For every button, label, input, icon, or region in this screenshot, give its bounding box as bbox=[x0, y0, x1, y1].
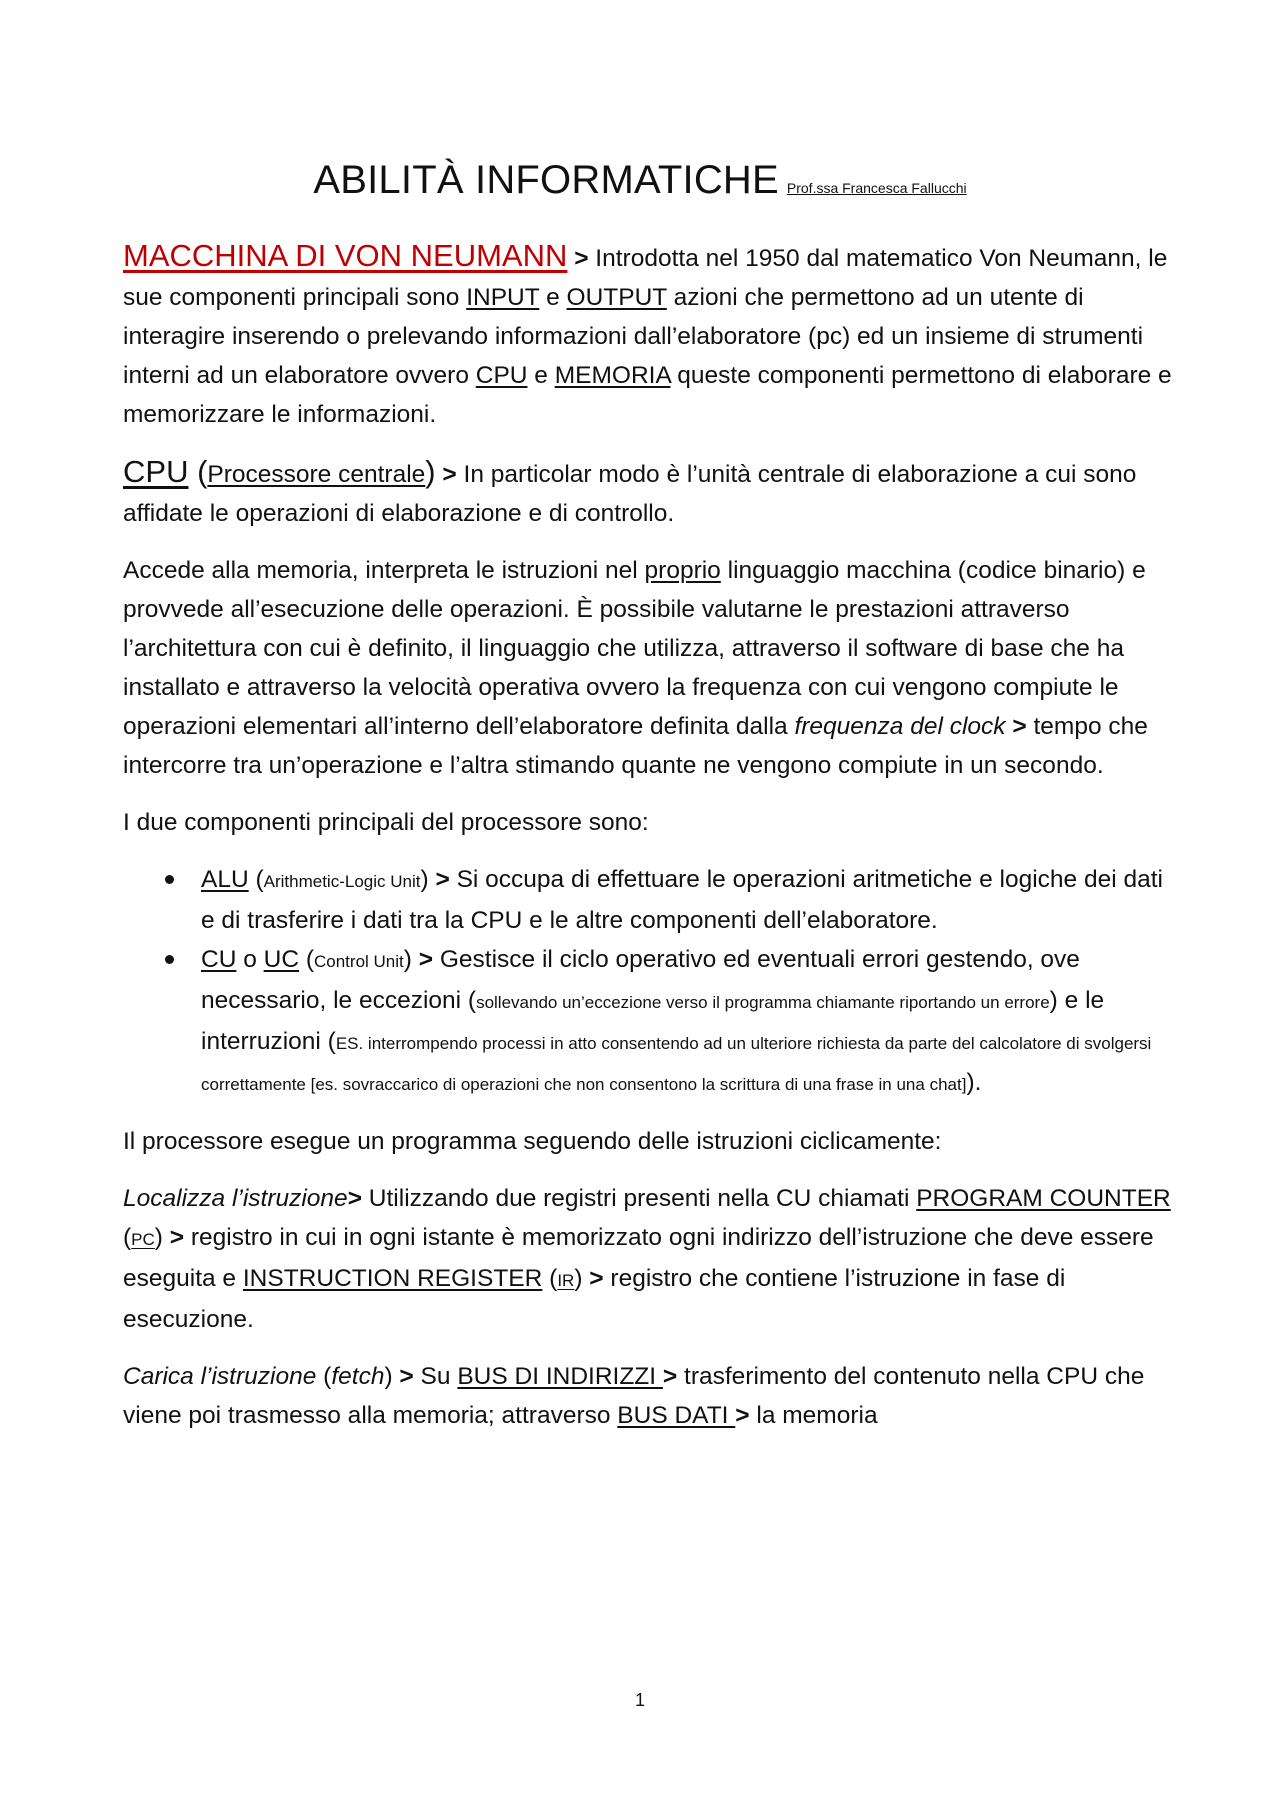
term-ir: IR bbox=[557, 1271, 575, 1290]
title-row bbox=[0, 158, 1280, 203]
term-proprio: proprio bbox=[644, 557, 721, 584]
term-memoria: MEMORIA bbox=[554, 362, 671, 389]
page-number: 1 bbox=[634, 1690, 645, 1710]
term-output: OUTPUT bbox=[566, 284, 667, 311]
term-uc: UC bbox=[263, 946, 300, 973]
term-instruction-register: INSTRUCTION REGISTER bbox=[242, 1265, 543, 1292]
list-item-cu: CU o UC (Control Unit) > Gestisce il ciclo operativo ed eventuali errori gestendo, ove necessario, le eccezioni (sollevando un’eccezione verso il programma chiamante riportando un errore) e le interruzioni (ES. interrompendo processi in atto consentendo ad un ulteriore richiesta da parte del calcolatore di svolgersi correttamente [es. sovraccarico di operazioni che non consentono la scrittura di una frase in una chat]). bbox=[123, 940, 1183, 1104]
term-localizza: Localizza l’istruzione bbox=[123, 1185, 348, 1212]
paragraph-carica: Carica l’istruzione (fetch) > Su BUS DI INDIRIZZI > trasferimento del contenuto nella CPU che viene poi trasmesso alla memoria; attraverso BUS DATI > la memoria bbox=[123, 1363, 1145, 1429]
page-title: ABILITÀ INFORMATICHE bbox=[313, 158, 779, 202]
paragraph-cpu: CPU (Processore centrale) > In particolar modo è l’unità centrale di elaborazione a cui sono affidate le operazioni di elaborazione e di controllo. bbox=[123, 454, 1137, 527]
term-bus-dati: BUS DATI bbox=[617, 1402, 736, 1429]
list-item-alu: ALU (Arithmetic-Logic Unit) > Si occupa di effettuare le operazioni aritmetiche e logiche dei dati e di trasferire i dati tra la CPU e le altre componenti dell’elaboratore. bbox=[123, 860, 1183, 940]
term-fetch: fetch bbox=[331, 1363, 385, 1390]
term-frequenza-clock: frequenza del clock bbox=[794, 713, 1006, 740]
term-bus-indirizzi: BUS DI INDIRIZZI bbox=[457, 1363, 663, 1390]
author-name: Prof.ssa Francesca Fallucchi bbox=[786, 180, 967, 196]
term-processore-centrale: Processore centrale bbox=[207, 461, 426, 488]
term-input: INPUT bbox=[466, 284, 540, 311]
components-list bbox=[123, 860, 1183, 1104]
term-cpu: CPU bbox=[475, 362, 528, 389]
paragraph-von-neumann: MACCHINA DI VON NEUMANN > Introdotta nel 1950 dal matematico Von Neumann, le sue componenti principali sono INPUT e OUTPUT azioni che permettono ad un utente di interagire inserendo o prelevando informazioni dall’elaboratore (pc) ed un insieme di strumenti interni ad un elaboratore ovvero CPU e MEMORIA queste componenti permettono di elaborare e memorizzare le informazioni. bbox=[123, 238, 1172, 428]
bullet-dot-icon bbox=[165, 955, 174, 964]
term-pc: PC bbox=[131, 1230, 155, 1249]
heading-cpu: CPU bbox=[123, 454, 189, 489]
term-carica: Carica l’istruzione bbox=[123, 1363, 317, 1390]
paragraph-cycle: Il processore esegue un programma seguendo delle istruzioni ciclicamente: bbox=[123, 1128, 942, 1155]
term-alu: ALU bbox=[201, 866, 249, 893]
term-cu: CU bbox=[201, 946, 237, 973]
bullet-dot-icon bbox=[165, 875, 174, 884]
paragraph-access: Accede alla memoria, interpreta le istruzioni nel proprio linguaggio macchina (codice binario) e provvede all’esecuzione delle operazioni. È possibile valutarne le prestazioni attraverso l’architettura con cui è definito, il linguaggio che utilizza, attraverso il software di base che ha installato e attraverso la velocità operativa ovvero la frequenza con cui vengono compiute le operazioni elementari all’interno dell’elaboratore definita dalla frequenza del clock > tempo che intercorre tra un’operazione e l’altra stimando quante ne vengono compiute in un secondo. bbox=[123, 557, 1148, 779]
document-body bbox=[123, 236, 1183, 1453]
term-program-counter: PROGRAM COUNTER bbox=[916, 1185, 1171, 1212]
heading-von-neumann: MACCHINA DI VON NEUMANN bbox=[123, 238, 568, 273]
paragraph-components: I due componenti principali del processore sono: bbox=[123, 809, 649, 836]
paragraph-localizza: Localizza l’istruzione> Utilizzando due registri presenti nella CU chiamati PROGRAM COUNTER (PC) > registro in cui in ogni istante è memorizzato ogni indirizzo dell’istruzione che deve essere eseguita e INSTRUCTION REGISTER (IR) > registro che contiene l’istruzione in fase di esecuzione. bbox=[123, 1185, 1171, 1333]
